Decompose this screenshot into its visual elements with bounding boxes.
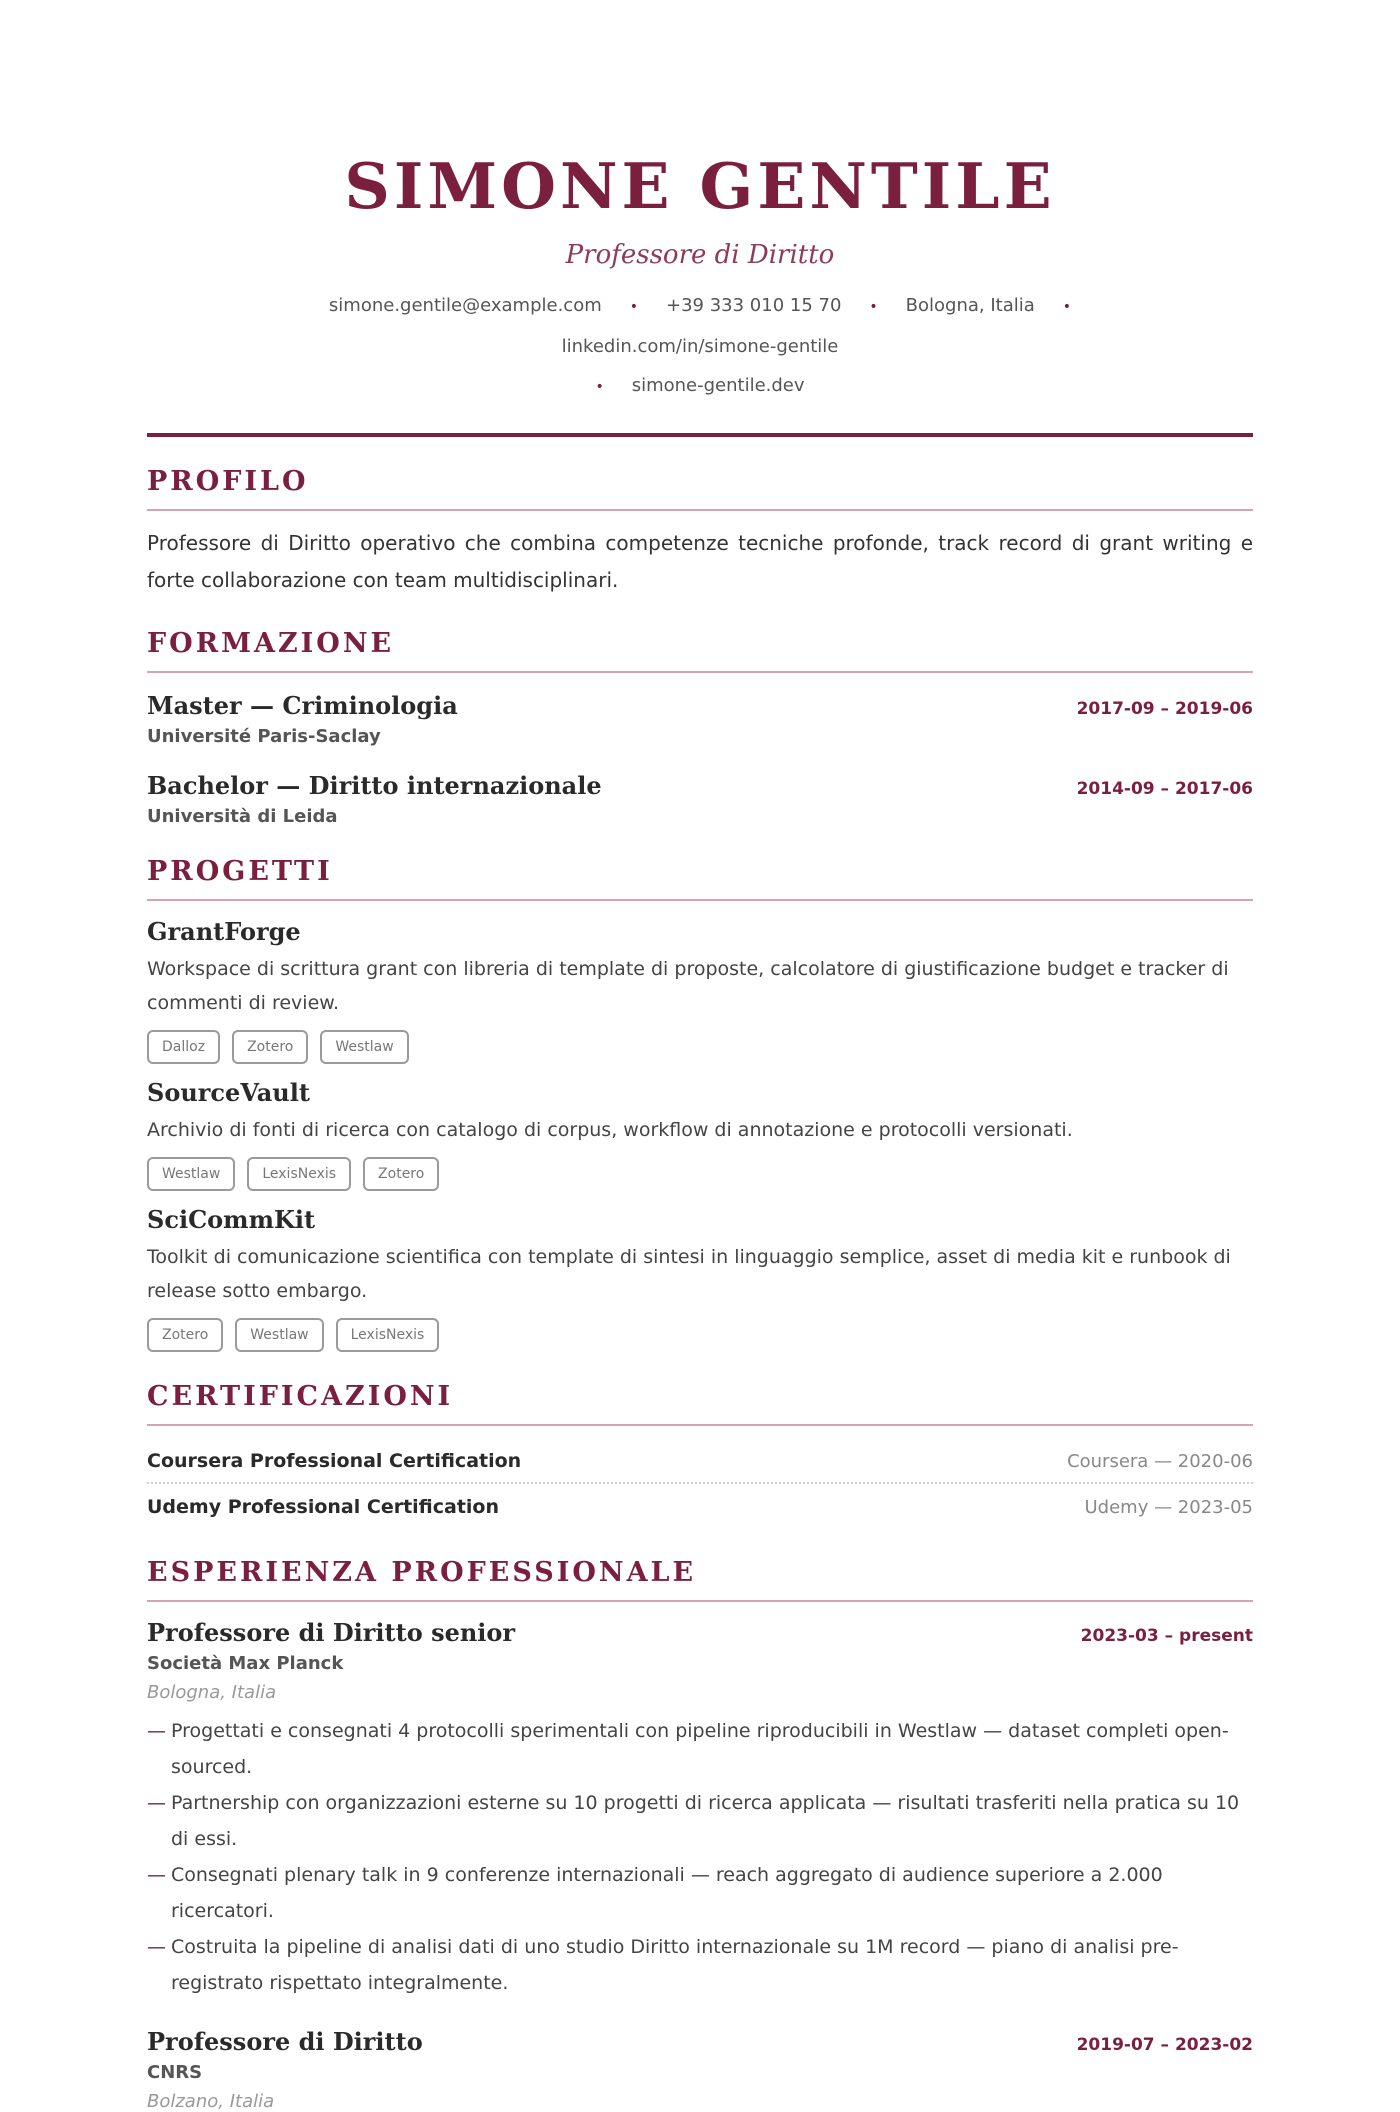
achievement-item (147, 1713, 1253, 1785)
section-divider (147, 1424, 1253, 1426)
contact-location: Bologna, Italia (905, 295, 1035, 316)
achievement-text: Progettati e consegnati 4 protocolli sperimentali con pipeline riproducibili in Westlaw — dataset completi open-sourced. (171, 1720, 1229, 1778)
job-location: Bologna, Italia (147, 1682, 277, 1703)
tech-tag: Zotero (363, 1157, 439, 1191)
bullet-separator: • (629, 299, 638, 315)
project-name: GrantForge (147, 917, 301, 946)
certification-issuer-date: Udemy — 2023-05 (1084, 1497, 1253, 1518)
dash-marker: — (147, 1720, 166, 1742)
section-heading: PROFILO (147, 466, 309, 497)
tech-tag: Westlaw (235, 1318, 323, 1352)
tech-tag: LexisNexis (247, 1157, 351, 1191)
certification-name: Coursera Professional Certification (147, 1450, 522, 1472)
contact-list (190, 286, 1210, 407)
tech-tag: Dalloz (147, 1030, 220, 1064)
achievement-list (147, 1713, 1253, 2001)
contact-website[interactable]: simone-gentile.dev (631, 375, 805, 396)
tag-list (147, 1030, 1253, 1064)
certification-issuer-date: Coursera — 2020-06 (1067, 1451, 1253, 1472)
tech-tag: LexisNexis (336, 1318, 440, 1352)
project-name: SciCommKit (147, 1205, 316, 1234)
employer-name: CNRS (147, 2062, 203, 2083)
candidate-name: SIMONE GENTILE (344, 149, 1056, 223)
section-experience (147, 1556, 1253, 2112)
contact-email[interactable]: simone.gentile@example.com (328, 295, 602, 316)
section-certifications (147, 1380, 1253, 1528)
education-entry (147, 691, 1253, 747)
certification-name: Udemy Professional Certification (147, 1496, 500, 1518)
tech-tag: Westlaw (147, 1157, 235, 1191)
project-entry (147, 1078, 1253, 1191)
tag-list (147, 1157, 1253, 1191)
candidate-title: Professore di Diritto (565, 240, 835, 270)
dash-marker: — (147, 1936, 166, 1958)
achievement-text: Consegnati plenary talk in 9 conferenze internazionali — reach aggregato di audience superiore a 2.000 ricercatori. (171, 1864, 1163, 1922)
school-name: Université Paris-Saclay (147, 726, 381, 747)
project-description: Archivio di fonti di ricerca con catalogo di corpus, workflow di annotazione e protocolli versionati. (147, 1119, 1073, 1141)
certification-row (147, 1484, 1253, 1528)
job-title: Professore di Diritto senior (147, 1618, 516, 1647)
section-education (147, 627, 1253, 827)
contact-phone[interactable]: +39 333 010 15 70 (666, 295, 842, 316)
section-divider (147, 1600, 1253, 1602)
section-projects (147, 855, 1253, 1352)
date-range: 2017-09 – 2019-06 (1076, 699, 1253, 719)
profile-summary: Professore di Diritto operativo che combina competenze tecniche profonde, track record di grant writing e forte collaborazione con team multidisciplinari. (147, 531, 1253, 592)
dash-marker: — (147, 1864, 166, 1886)
employer-name: Società Max Planck (147, 1653, 344, 1674)
tech-tag: Westlaw (320, 1030, 408, 1064)
tech-tag: Zotero (232, 1030, 308, 1064)
project-description: Toolkit di comunicazione scientifica con template di sintesi in linguaggio semplice, asset di media kit e runbook di release sotto embargo. (147, 1246, 1231, 1302)
tag-list (147, 1318, 1253, 1352)
project-name: SourceVault (147, 1078, 310, 1107)
job-location: Bolzano, Italia (147, 2091, 275, 2112)
date-range: 2014-09 – 2017-06 (1076, 779, 1253, 799)
contact-linkedin[interactable]: linkedin.com/in/simone-gentile (561, 336, 839, 357)
project-description: Workspace di scrittura grant con libreria di template di proposte, calcolatore di giustificazione budget e tracker di commenti di review. (147, 958, 1229, 1014)
section-divider (147, 899, 1253, 901)
experience-entry (147, 1618, 1253, 2001)
achievement-item (147, 1785, 1253, 1857)
job-title: Professore di Diritto (147, 2027, 423, 2056)
date-range: 2019-07 – 2023-02 (1076, 2035, 1253, 2055)
achievement-item (147, 1857, 1253, 1929)
header-divider (147, 433, 1253, 437)
dash-marker: — (147, 1792, 166, 1814)
bullet-separator: • (869, 299, 878, 315)
bullet-separator: • (1062, 299, 1072, 315)
experience-entry (147, 2027, 1253, 2112)
section-heading: CERTIFICAZIONI (147, 1381, 454, 1412)
bullet-separator: • (595, 379, 604, 395)
degree-title: Bachelor — Diritto internazionale (147, 771, 602, 800)
section-divider (147, 509, 1253, 511)
school-name: Università di Leida (147, 806, 338, 827)
certification-row (147, 1438, 1253, 1484)
date-range: 2023-03 – present (1080, 1626, 1253, 1646)
resume-header (147, 0, 1253, 407)
achievement-item (147, 1929, 1253, 2001)
section-divider (147, 671, 1253, 673)
degree-title: Master — Criminologia (147, 691, 458, 720)
education-entry (147, 771, 1253, 827)
achievement-text: Partnership con organizzazioni esterne su 10 progetti di ricerca applicata — risultati trasferiti nella pratica su 10 di essi. (171, 1792, 1240, 1850)
achievement-text: Costruita la pipeline di analisi dati di uno studio Diritto internazionale su 1M record — piano di analisi pre-registrato rispettato integralmente. (171, 1936, 1179, 1994)
section-heading: PROGETTI (147, 856, 333, 887)
tech-tag: Zotero (147, 1318, 223, 1352)
section-profile (147, 465, 1253, 599)
section-heading: ESPERIENZA PROFESSIONALE (147, 1557, 697, 1588)
section-heading: FORMAZIONE (147, 628, 395, 659)
project-entry (147, 917, 1253, 1064)
project-entry (147, 1205, 1253, 1352)
